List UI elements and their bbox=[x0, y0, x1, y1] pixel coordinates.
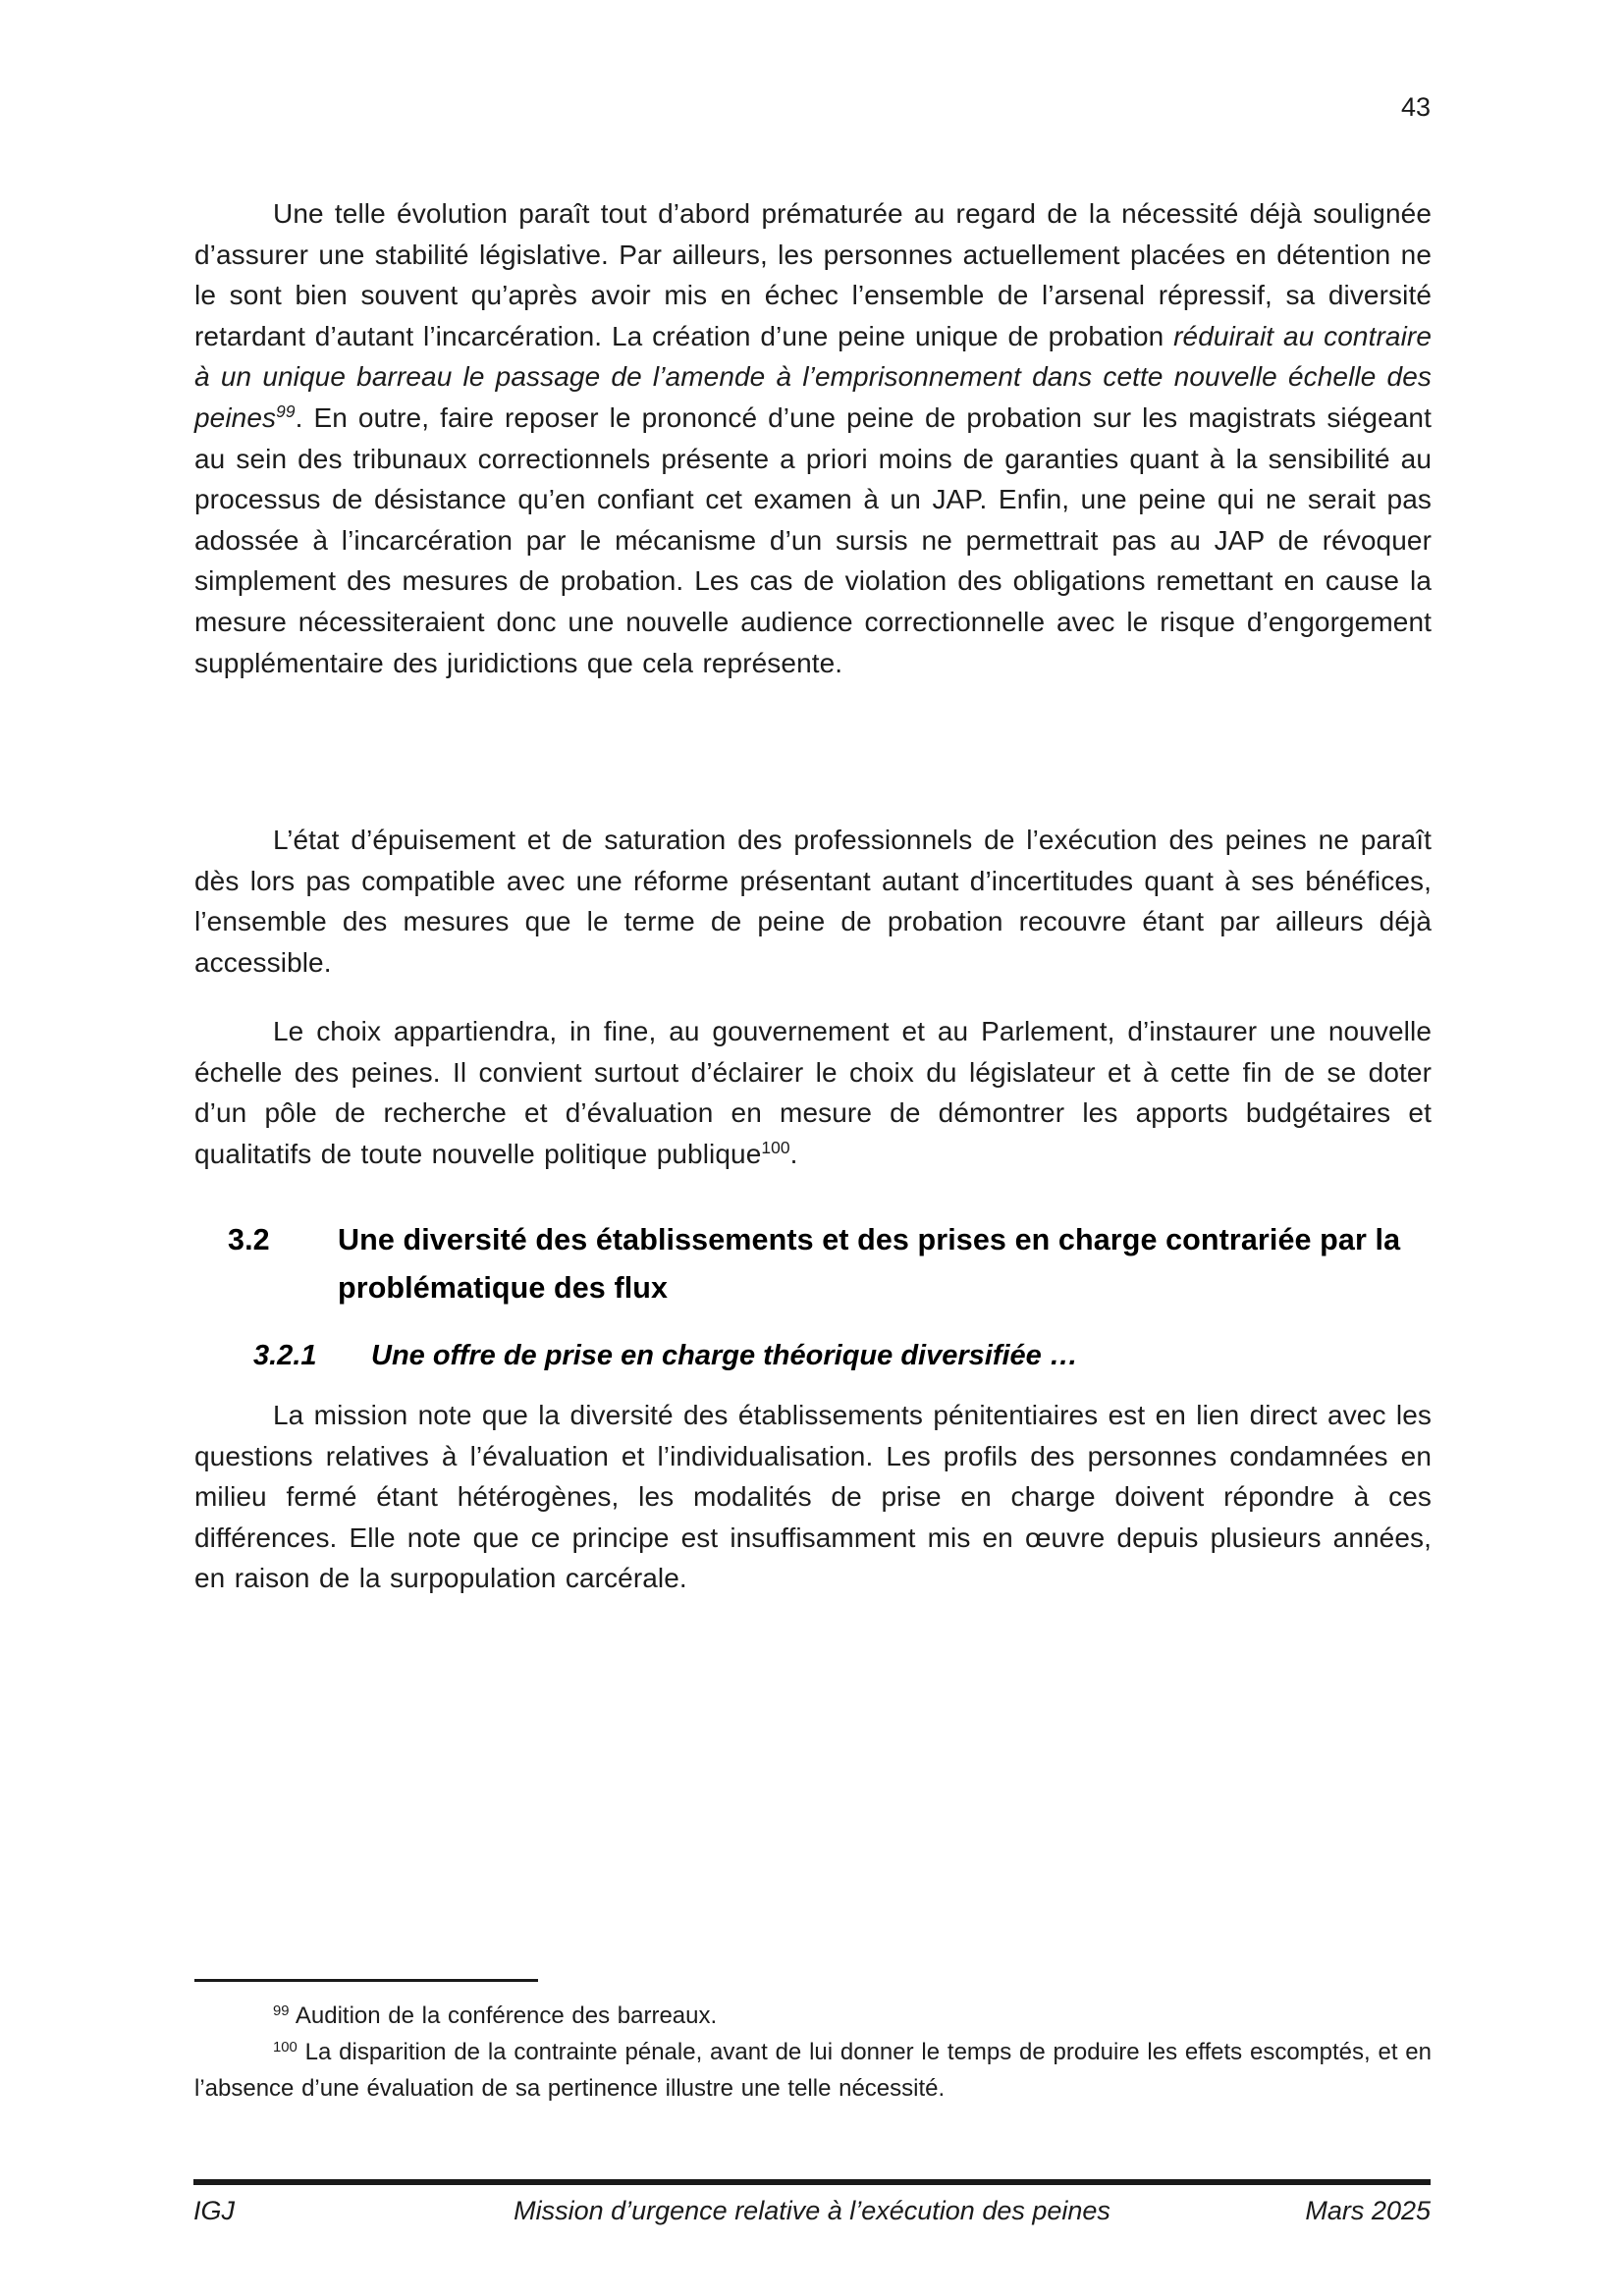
footnotes-area bbox=[194, 1979, 1432, 2107]
footnote-marker: 100 bbox=[273, 2039, 298, 2056]
text-run: réduirait au contraire à un unique barreau le passage de l’amende à l’emprisonnement dans cette nouvelle échelle des peines bbox=[194, 320, 1432, 433]
footer-date: Mars 2025 bbox=[1305, 2196, 1431, 2225]
footnote-99 bbox=[194, 1998, 1432, 2034]
text-run: Une telle évolution paraît tout d’abord prématurée au regard de la nécessité déjà soulignée d’assurer une stabilité législative. Par ailleurs, les personnes actuellement placées en détention ne le sont bien souvent qu’après avoir mis en échec l’ensemble de l’arsenal répressif, sa diversité retardant d’autant l’incarcération. La création d’une peine unique de probation bbox=[194, 198, 1432, 351]
footnote-text: Audition de la conférence des barreaux. bbox=[295, 2002, 718, 2029]
footer-row bbox=[193, 2185, 1431, 2226]
section-number: 3.2 bbox=[228, 1223, 270, 1256]
subsection-title: Une offre de prise en charge théorique diversifiée … bbox=[371, 1340, 1078, 1371]
paragraph-mission-note bbox=[194, 1395, 1432, 1599]
text-run: . bbox=[789, 1138, 798, 1169]
text-run: La mission note que la diversité des établissements pénitentiaires est en lien direct avec les questions relatives à l’évaluation et l’individualisation. Les profils des personnes condamnées en milieu fermé étant hétérogènes, les modalités de prise en charge doivent répondre à ces différences. Elle note que ce principe est insuffisamment mis en œuvre depuis plusieurs années, en raison de la surpopulation carcérale. bbox=[194, 1400, 1432, 1594]
paragraph-choix-appartiendra bbox=[194, 1011, 1432, 1174]
footnote-reference: 100 bbox=[761, 1138, 790, 1158]
paragraph-etat-epuisement bbox=[194, 820, 1432, 983]
text-run: L’état d’épuisement et de saturation des professionnels de l’exécution des peines ne paraît dès lors pas compatible avec une réforme présentant autant d’incertitudes quant à ses bénéfices, l’ensemble des mesures que le terme de peine de probation recouvre étant par ailleurs déjà accessible. bbox=[194, 825, 1432, 978]
footnote-marker: 99 bbox=[273, 2002, 290, 2019]
section-heading-3-2 bbox=[228, 1216, 1437, 1312]
page-number: 43 bbox=[1400, 92, 1431, 122]
footer-report-title: Mission d’urgence relative à l’exécution des peines bbox=[514, 2196, 1110, 2225]
footnote-100 bbox=[194, 2034, 1432, 2107]
footer-org: IGJ bbox=[193, 2196, 236, 2225]
footnote-text: La disparition de la contrainte pénale, avant de lui donner le temps de produire les effets escomptés, et en l’absence d’une évaluation de sa pertinence illustre une telle nécessité. bbox=[194, 2039, 1433, 2102]
footnote-separator-rule bbox=[194, 1979, 538, 1982]
paragraph-evolution-prematuree bbox=[194, 193, 1432, 683]
footnote-reference: 99 bbox=[276, 401, 296, 422]
page-footer bbox=[193, 2179, 1431, 2226]
section-title: Une diversité des établissements et des prises en charge contrariée par la problématique des flux bbox=[338, 1223, 1401, 1305]
text-run: Le choix appartiendra, in fine, au gouvernement et au Parlement, d’instaurer une nouvelle échelle des peines. Il convient surtout d’éclairer le choix du législateur et à cette fin de se doter d’un pôle de recherche et d’évaluation en mesure de démontrer les apports budgétaires et qualitatifs de toute nouvelle politique publique bbox=[194, 1016, 1432, 1169]
subsection-number: 3.2.1 bbox=[253, 1340, 317, 1371]
subsection-heading-3-2-1 bbox=[253, 1336, 1432, 1376]
text-run: . En outre, faire reposer le prononcé d’une peine de probation sur les magistrats siégeant au sein des tribunaux correctionnels présente a priori moins de garanties quant à la sensibilité au processus de désistance qu’en confiant cet examen à un JAP. Enfin, une peine qui ne serait pas adossée à l’incarcération par le mécanisme d’un sursis ne permettrait pas au JAP de révoquer simplement des mesures de probation. Les cas de violation des obligations remettant en cause la mesure nécessiteraient donc une nouvelle audience correctionnelle avec le risque d’engorgement supplémentaire des juridictions que cela représente. bbox=[194, 401, 1432, 678]
